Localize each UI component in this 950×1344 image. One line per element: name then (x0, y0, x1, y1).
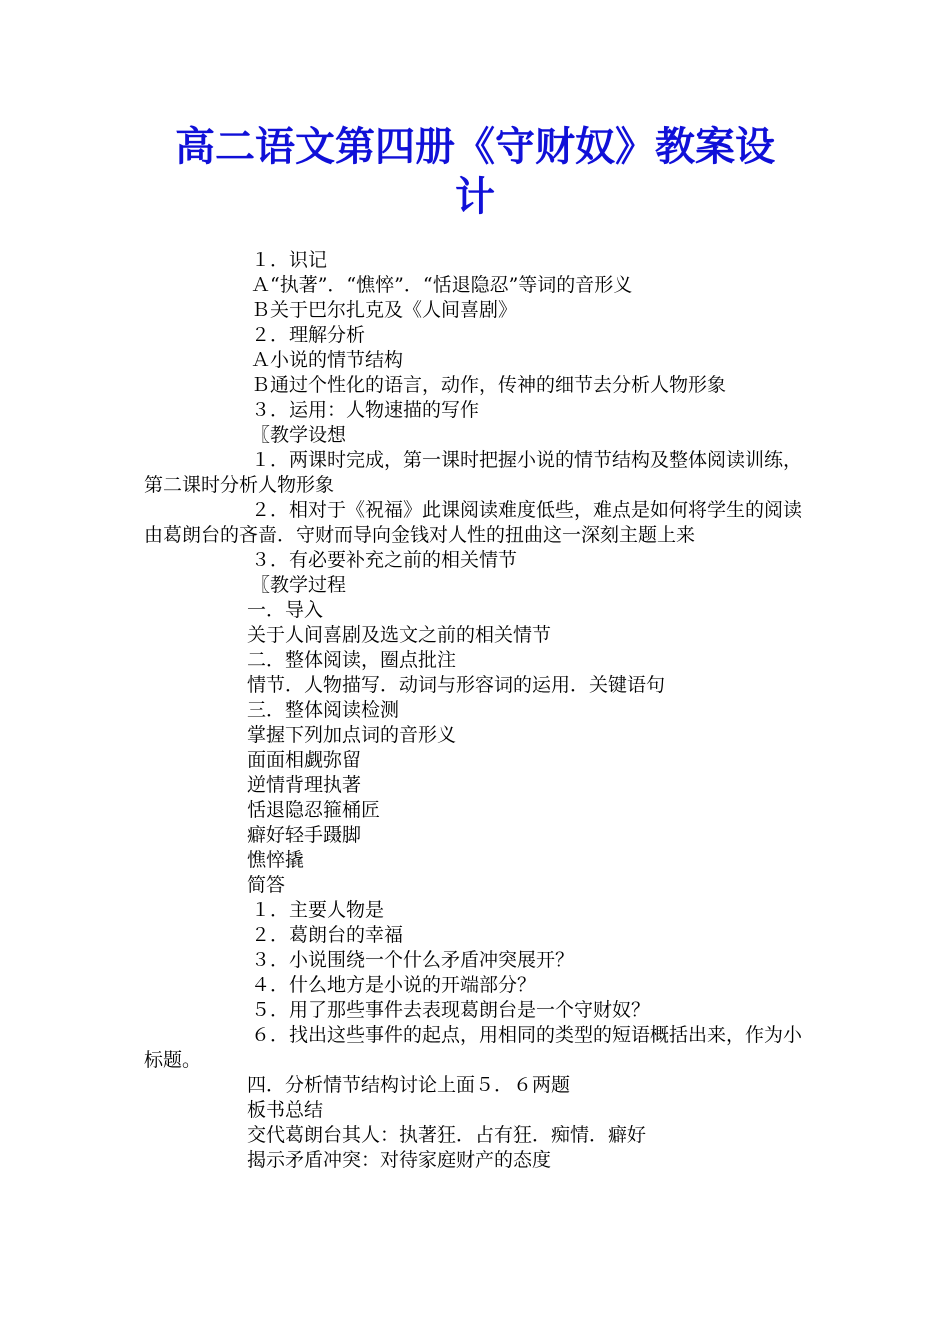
body-paragraph: Ａ“执著”．“憔悴”．“恬退隐忍”等词的音形义 (251, 274, 633, 296)
body-paragraph: 三．整体阅读检测 (247, 699, 400, 721)
body-paragraph: １．主要人物是 (251, 899, 385, 921)
body-paragraph: 简答 (247, 874, 286, 896)
body-paragraph: 〖教学过程 (251, 574, 347, 596)
body-paragraph: 〖教学设想 (251, 424, 347, 446)
body-paragraph: ４．什么地方是小说的开端部分？ (251, 974, 537, 996)
body-paragraph: 恬退隐忍箍桶匠 (247, 799, 381, 821)
body-paragraph: 情节．人物描写．动词与形容词的运用．关键语句 (247, 674, 666, 696)
body-paragraph: 癖好轻手蹑脚 (247, 824, 362, 846)
title-line-1: 高二语文第四册《守财奴》教案设 (175, 123, 775, 170)
title-line-2: 计 (455, 173, 495, 220)
body-paragraph: ２．葛朗台的幸福 (251, 924, 404, 946)
body-paragraph: 逆情背理执著 (247, 774, 362, 796)
body-paragraph: ６．找出这些事件的起点，用相同的类型的短语概括出来，作为小标题。 (144, 1024, 803, 1071)
body-paragraph: 二．整体阅读，圈点批注 (247, 649, 457, 671)
body-paragraph: ３．小说围绕一个什么矛盾冲突展开？ (251, 949, 575, 971)
body-paragraph: Ａ小说的情节结构 (251, 349, 404, 371)
body-paragraph: ２．相对于《祝福》此课阅读难度低些，难点是如何将学生的阅读由葛朗台的吝啬．守财而导向金钱对人性的扭曲这一深刻主题上来 (144, 499, 803, 546)
document-title (140, 122, 810, 222)
body-paragraph: 掌握下列加点词的音形义 (247, 724, 457, 746)
body-paragraph: 四．分析情节结构讨论上面５．６两题 (247, 1074, 571, 1096)
body-paragraph: 一．导入 (247, 599, 324, 621)
document-body (144, 248, 808, 1173)
body-paragraph: Ｂ关于巴尔扎克及《人间喜剧》 (251, 299, 518, 321)
body-paragraph: ３．有必要补充之前的相关情节 (251, 549, 518, 571)
body-paragraph: 揭示矛盾冲突：对待家庭财产的态度 (247, 1149, 552, 1171)
body-paragraph: １．识记 (251, 249, 328, 271)
body-paragraph: １．两课时完成，第一课时把握小说的情节结构及整体阅读训练，第二课时分析人物形象 (144, 449, 803, 496)
body-paragraph: ３．运用：人物速描的写作 (251, 399, 480, 421)
body-paragraph: 面面相觑弥留 (247, 749, 362, 771)
body-paragraph: 交代葛朗台其人：执著狂．占有狂．痴情．癖好 (247, 1124, 647, 1146)
body-paragraph: 关于人间喜剧及选文之前的相关情节 (247, 624, 552, 646)
body-paragraph: ５．用了那些事件去表现葛朗台是一个守财奴？ (251, 999, 651, 1021)
body-paragraph: 憔悴撬 (247, 849, 305, 871)
body-paragraph: ２．理解分析 (251, 324, 366, 346)
body-paragraph: 板书总结 (247, 1099, 324, 1121)
body-paragraph: Ｂ通过个性化的语言，动作，传神的细节去分析人物形象 (251, 374, 727, 396)
